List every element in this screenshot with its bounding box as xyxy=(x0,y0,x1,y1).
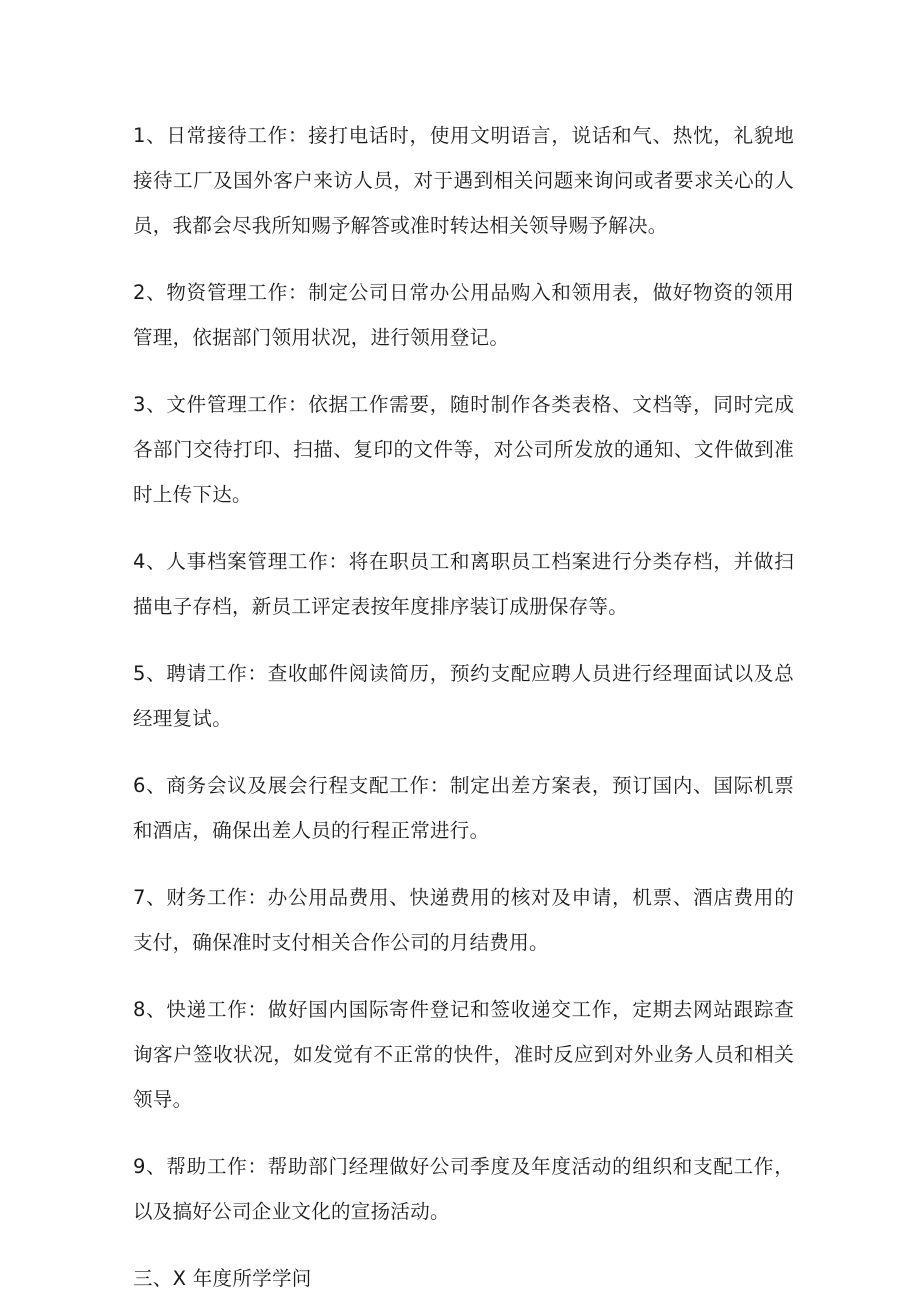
list-item-1: 1、日常接待工作：接打电话时，使用文明语言，说话和气、热忱，礼貌地接待工厂及国外客户来访人员，对于遇到相关问题来询问或者要求关心的人员，我都会尽我所知赐予解答或准时转达相关领导赐予解决。 xyxy=(133,124,794,237)
list-item-2: 2、物资管理工作：制定公司日常办公用品购入和领用表，做好物资的领用管理，依据部门领用状况，进行领用登记。 xyxy=(133,281,794,349)
list-item-3: 3、文件管理工作：依据工作需要，随时制作各类表格、文档等，同时完成各部门交待打印、扫描、复印的文件等，对公司所发放的通知、文件做到准时上传下达。 xyxy=(133,393,794,506)
list-item-9: 9、帮助工作：帮助部门经理做好公司季度及年度活动的组织和支配工作，以及搞好公司企业文化的宣扬活动。 xyxy=(133,1155,794,1223)
list-item-4: 4、人事档案管理工作：将在职员工和离职员工档案进行分类存档，并做扫描电子存档，新员工评定表按年度排序装订成册保存等。 xyxy=(133,550,794,618)
list-item-6: 6、商务会议及展会行程支配工作：制定出差方案表，预订国内、国际机票和酒店，确保出差人员的行程正常进行。 xyxy=(133,774,794,842)
section-heading: 三、X 年度所学学问 xyxy=(133,1267,312,1290)
list-item-5: 5、聘请工作：查收邮件阅读简历，预约支配应聘人员进行经理面试以及总经理复试。 xyxy=(133,662,794,730)
list-item-7: 7、财务工作：办公用品费用、快递费用的核对及申请，机票、酒店费用的支付，确保准时支付相关合作公司的月结费用。 xyxy=(133,886,794,954)
list-item-8: 8、快递工作：做好国内国际寄件登记和签收递交工作，定期去网站跟踪查询客户签收状况，如发觉有不正常的快件，准时反应到对外业务人员和相关领导。 xyxy=(133,998,794,1111)
